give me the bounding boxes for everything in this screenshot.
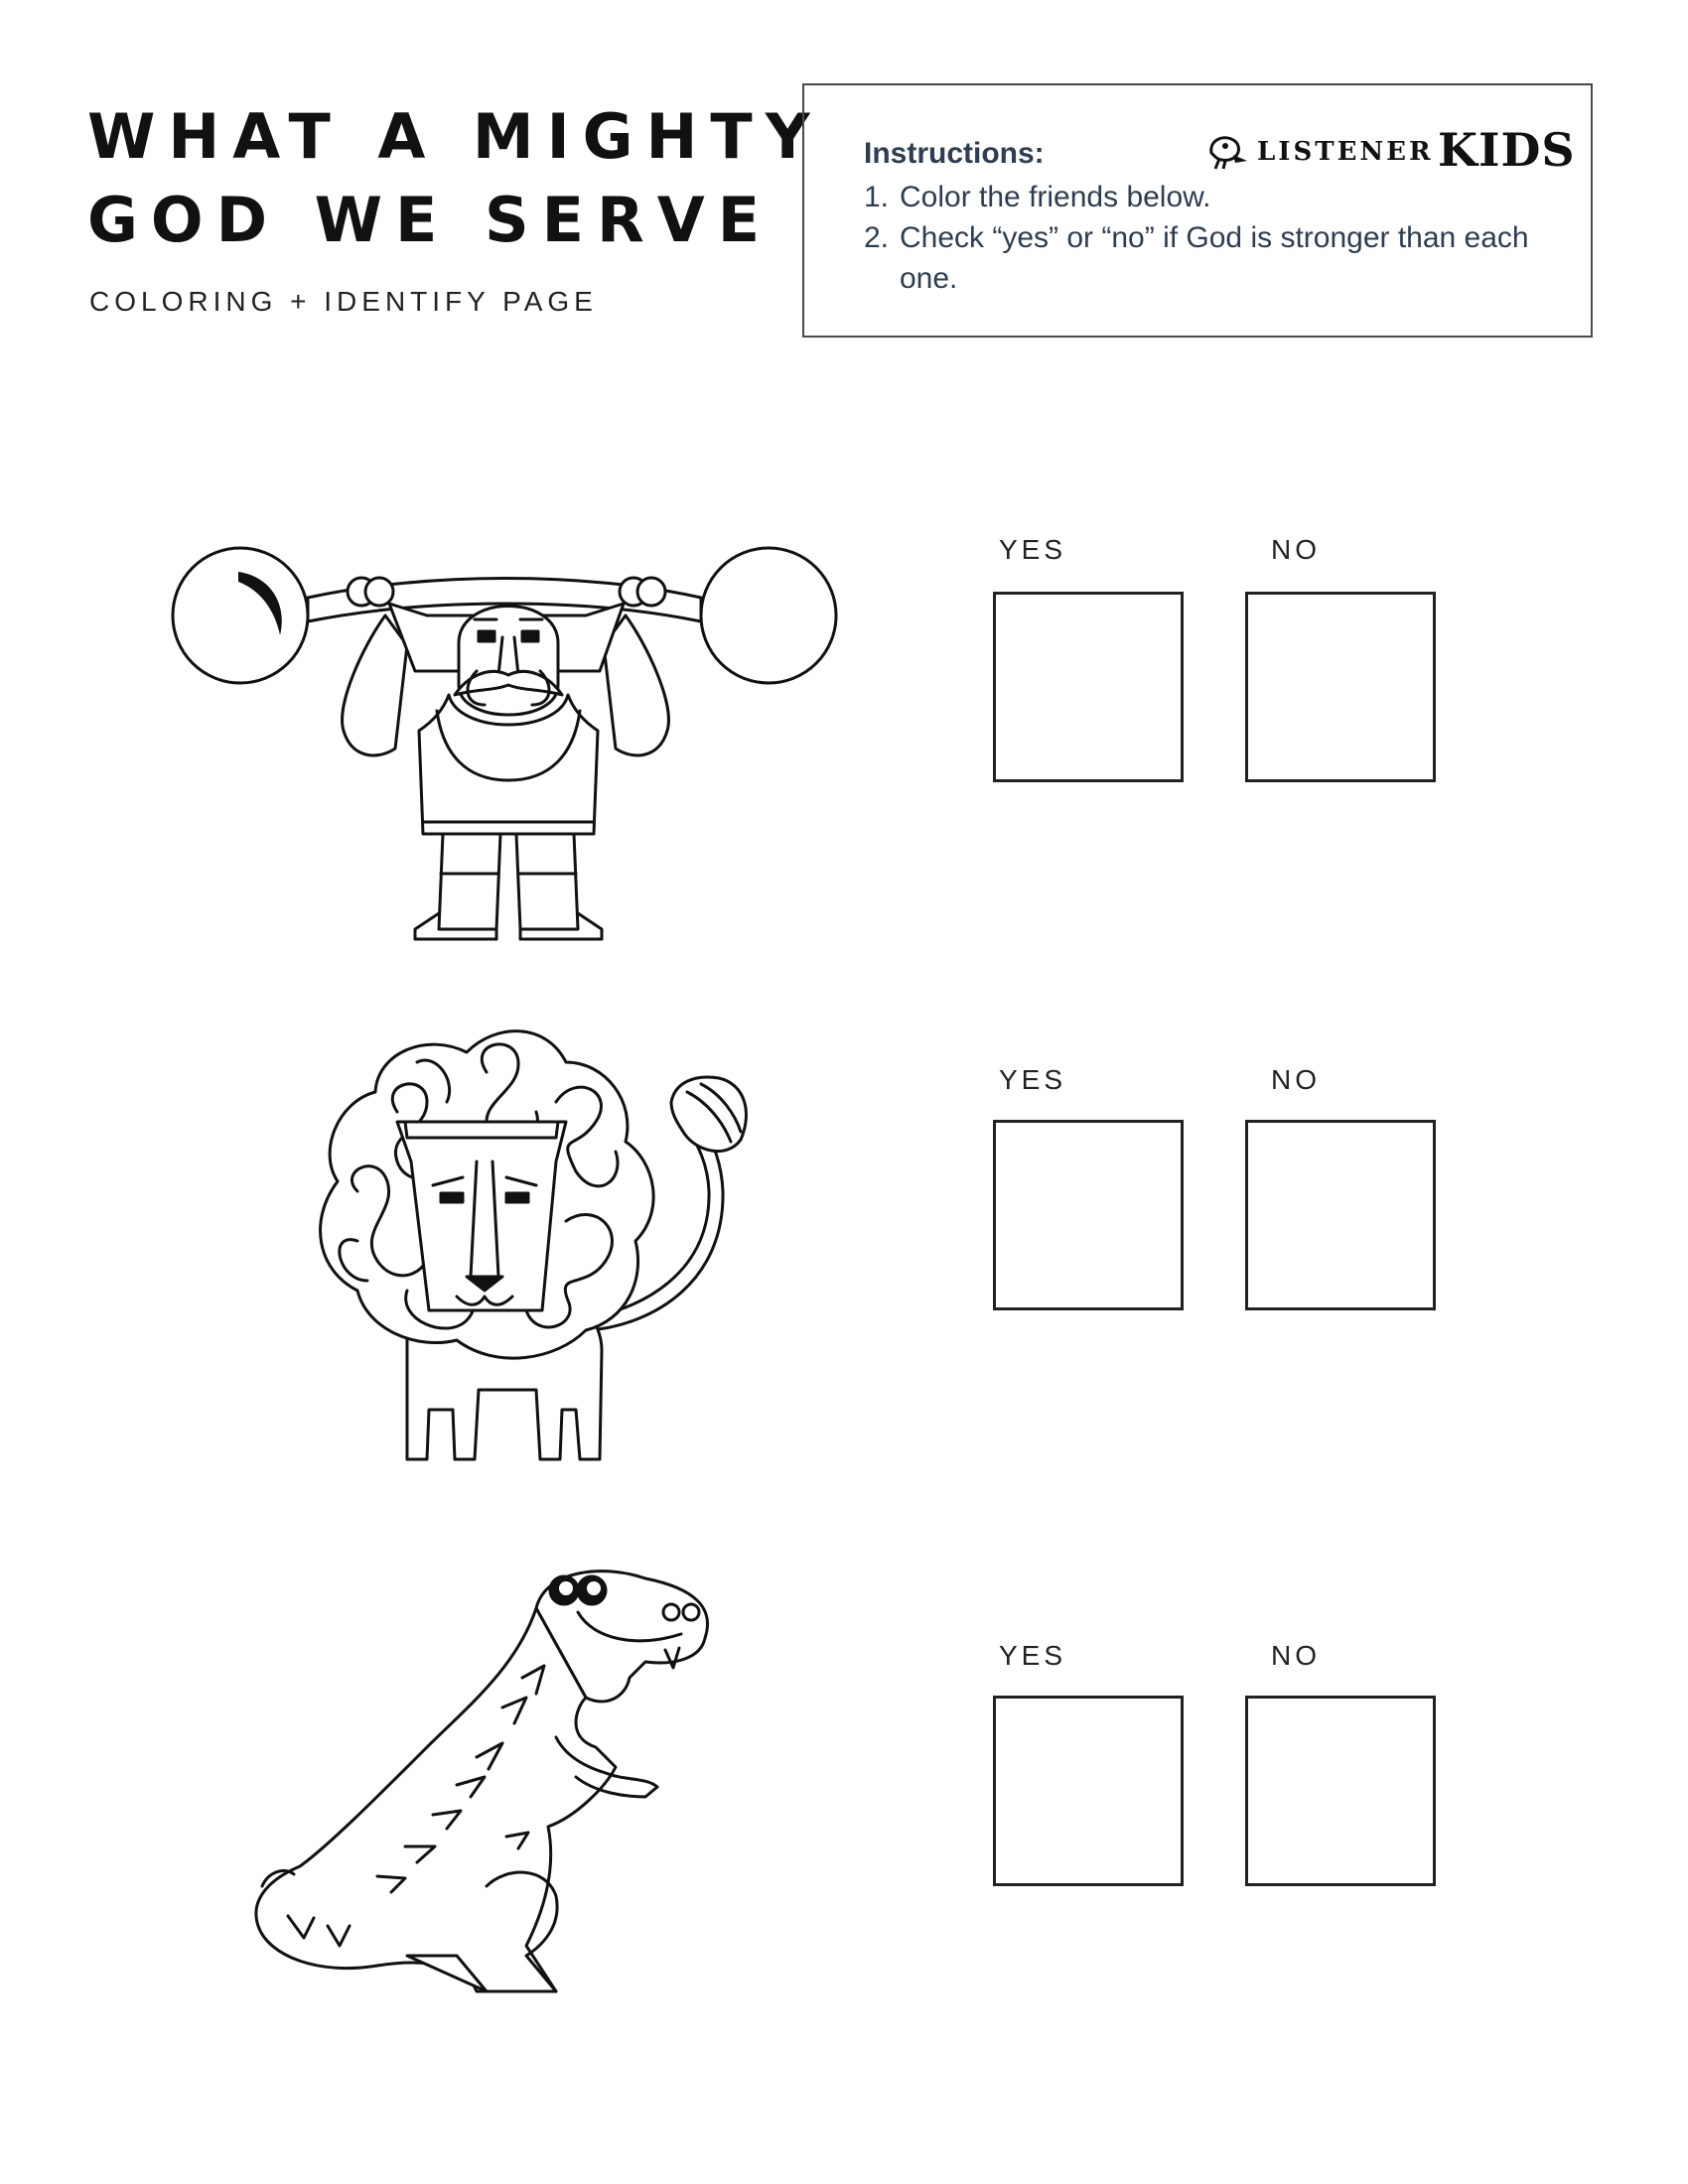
instructions-heading: Instructions: <box>864 137 1045 170</box>
strongman-illustration <box>169 536 844 943</box>
no-label: NO <box>1271 1640 1321 1671</box>
page-title <box>87 95 823 262</box>
yes-label: YES <box>999 1064 1067 1095</box>
page-subtitle: COLORING + IDENTIFY PAGE <box>89 286 598 317</box>
instruction-item <box>864 177 1539 217</box>
yes-checkbox[interactable] <box>993 1696 1184 1886</box>
instruction-number: 1. <box>864 181 890 213</box>
dinosaur-illustration <box>228 1549 725 2005</box>
bird-icon <box>1205 131 1251 171</box>
lion-illustration <box>258 993 755 1479</box>
yes-checkbox[interactable] <box>993 592 1184 782</box>
yes-label: YES <box>999 1640 1067 1671</box>
title-line-1: WHAT A MIGHTY <box>87 100 823 173</box>
instruction-item <box>864 217 1539 299</box>
logo-text-kids: KIDS <box>1438 123 1576 177</box>
instruction-number: 2. <box>864 221 890 254</box>
no-label: NO <box>1271 534 1321 565</box>
yes-checkbox[interactable] <box>993 1120 1184 1310</box>
no-checkbox[interactable] <box>1245 1696 1436 1886</box>
listener-kids-logo <box>1205 123 1576 183</box>
title-line-2: GOD WE SERVE <box>87 184 774 256</box>
yes-label: YES <box>999 534 1067 565</box>
no-label: NO <box>1271 1064 1321 1095</box>
no-checkbox[interactable] <box>1245 592 1436 782</box>
instructions-list <box>864 177 1539 299</box>
instructions-box <box>802 83 1593 338</box>
instruction-text: Check “yes” or “no” if God is stronger than each one. <box>900 221 1529 295</box>
logo-text-listener: LISTENER <box>1257 137 1434 167</box>
no-checkbox[interactable] <box>1245 1120 1436 1310</box>
instruction-text: Color the friends below. <box>900 181 1211 213</box>
